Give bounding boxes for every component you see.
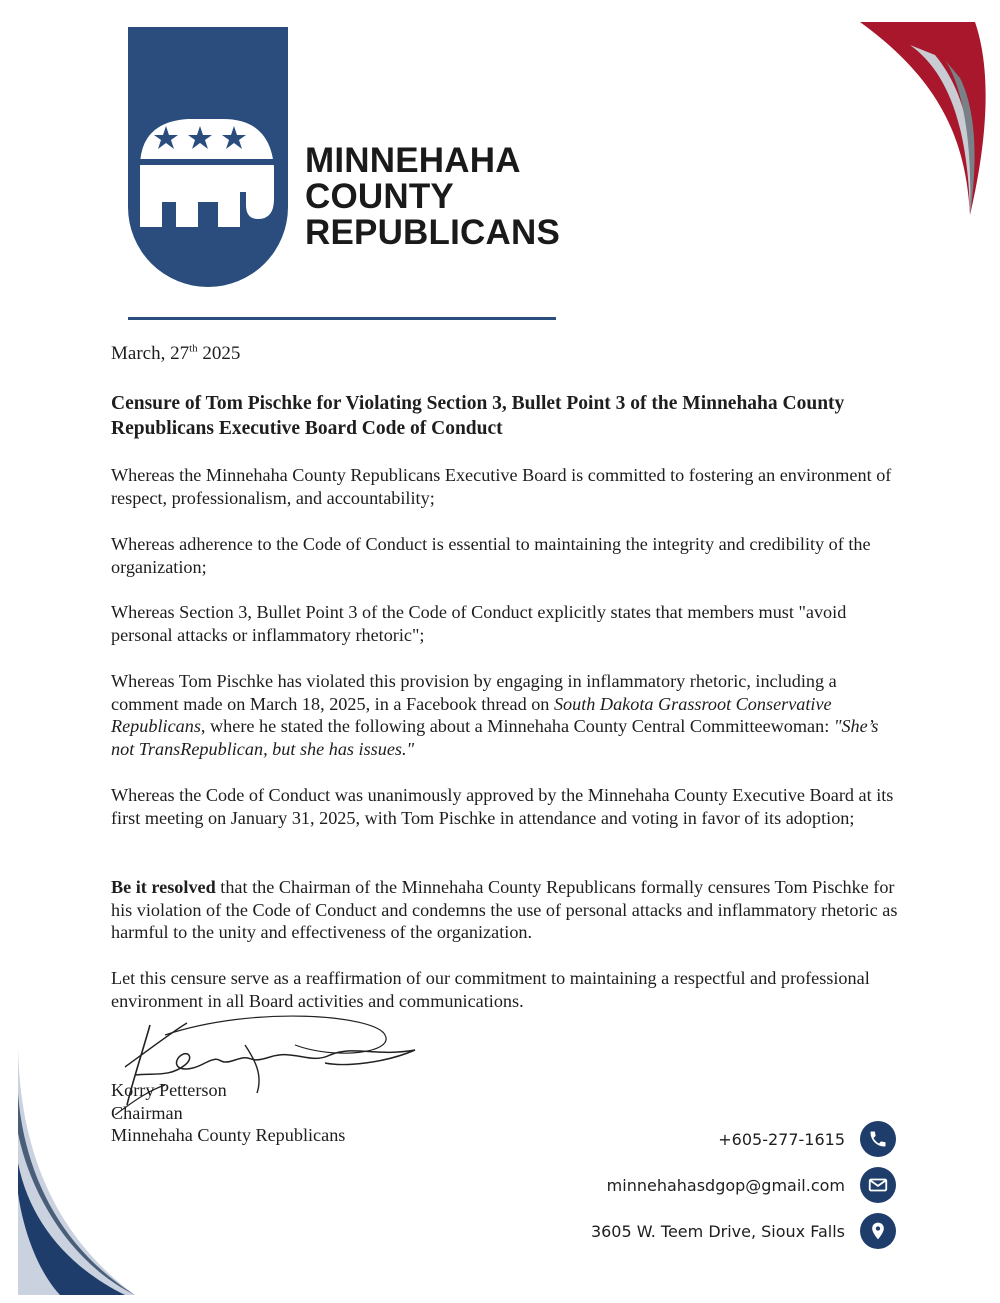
org-name-line3: REPUBLICANS [305, 213, 560, 252]
paragraph-whereas-1: Whereas the Minnehaha County Republicans Executive Board is committed to fostering an environment of respect, professionalism, and accountability; [111, 465, 892, 508]
org-name [305, 143, 560, 251]
elephant-logo-icon [128, 27, 288, 287]
paragraph-resolution [111, 876, 901, 944]
org-name-line2: COUNTY [305, 177, 454, 216]
location-pin-icon [860, 1213, 896, 1249]
date-year: 2025 [197, 343, 241, 364]
paragraph-closing: Let this censure serve as a reaffirmation of our commitment to maintaining a respectful and professional environment in all Board activities and communications. [111, 968, 870, 1011]
letter-date [111, 343, 240, 365]
email-icon [860, 1167, 896, 1203]
paragraph-whereas-2: Whereas adherence to the Code of Conduct is essential to maintaining the integrity and credibility of the organization; [111, 534, 871, 577]
resolution-text: that the Chairman of the Minnehaha County Republicans formally censures Tom Pischke for his violation of the Code of Conduct and condemns the use of personal attacks and inflammatory rhetoric as harmful to the unity and effectiveness of the organization. [111, 877, 898, 942]
p4-quote: "She’s not TransRepublican, but she has issues." [111, 716, 879, 759]
phone-number[interactable]: +605-277-1615 [718, 1129, 845, 1149]
contact-address [591, 1213, 896, 1249]
p4-text-a: Whereas Tom Pischke has violated this provision by engaging in inflammatory rhetoric, including a comment made on March 18, 2025, in a Facebook thread on [111, 671, 837, 714]
email-address[interactable]: minnehahasdgop@gmail.com [606, 1175, 845, 1195]
paragraph-whereas-3: Whereas Section 3, Bullet Point 3 of the Code of Conduct explicitly states that members must "avoid personal attacks or inflammatory rhetoric"; [111, 602, 847, 645]
signature-block [111, 1079, 345, 1147]
date-month-day: March, 27 [111, 343, 190, 364]
contact-phone [718, 1121, 896, 1157]
corner-swoosh-top-right [850, 0, 1000, 230]
signer-role: Chairman [111, 1102, 183, 1123]
p4-group-name: South Dakota Grassroot Conservative Republicans [111, 693, 832, 736]
contact-email [607, 1167, 896, 1203]
paragraph-whereas-4 [111, 670, 901, 760]
paragraph-whereas-5: Whereas the Code of Conduct was unanimously approved by the Minnehaha County Executive Board at its first meeting on January 31, 2025, with Tom Pischke in attendance and voting in favor of its adoption; [111, 785, 894, 828]
signer-org: Minnehaha County Republicans [111, 1125, 346, 1145]
street-address: 3605 W. Teem Drive, Sioux Falls [590, 1221, 845, 1241]
phone-icon [860, 1121, 896, 1157]
resolution-lead: Be it resolved [111, 877, 216, 897]
header-divider [128, 317, 556, 320]
document-title: Censure of Tom Pischke for Violating Section 3, Bullet Point 3 of the Minnehaha County Republicans Executive Board Code of Conduct [111, 393, 845, 439]
date-ordinal: th [189, 342, 198, 355]
org-name-line1: MINNEHAHA [305, 141, 521, 180]
p4-text-c: , where he stated the following about a Minnehaha County Central Committeewoman: [200, 716, 834, 736]
signer-name: Korry Petterson [111, 1080, 227, 1100]
